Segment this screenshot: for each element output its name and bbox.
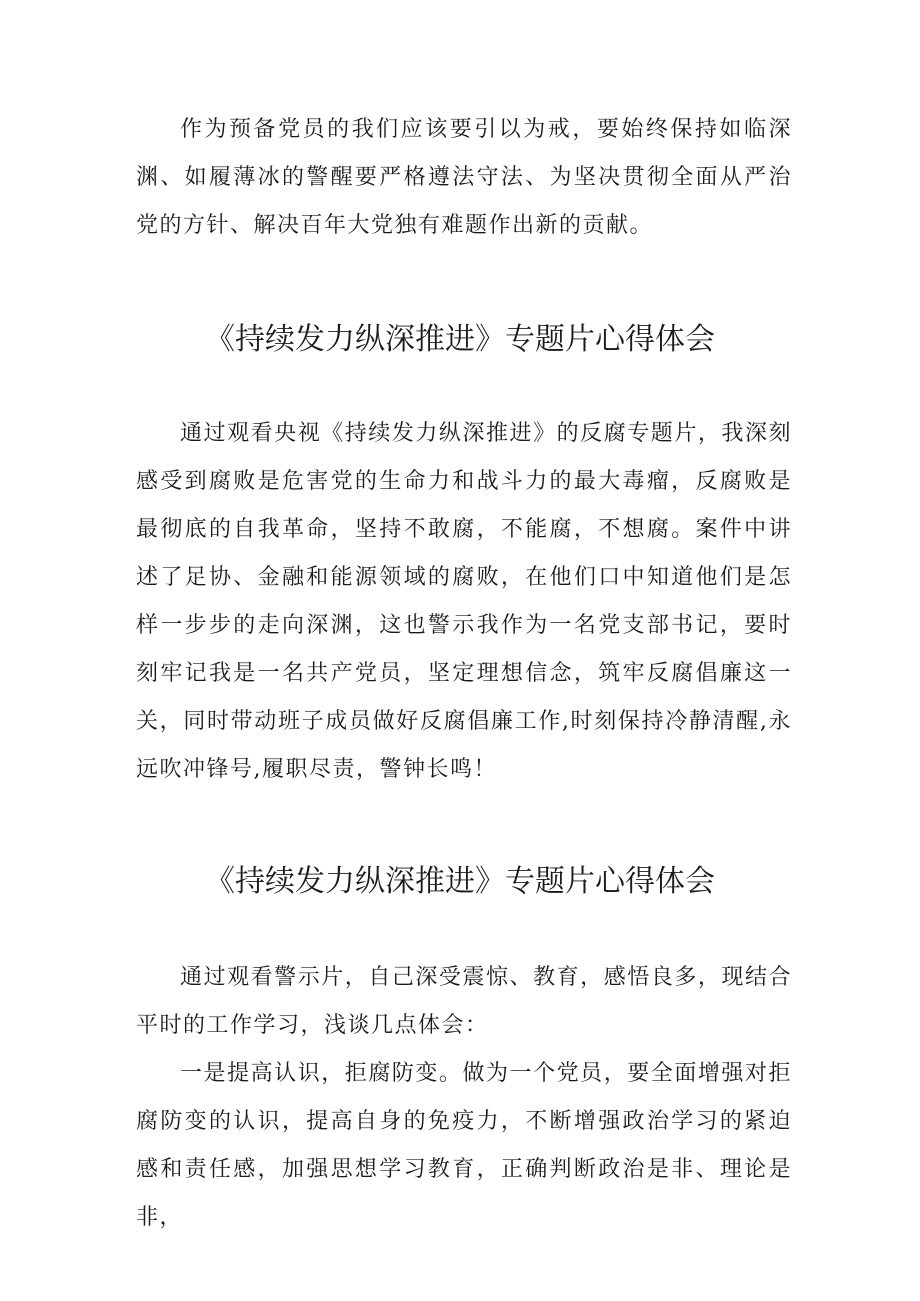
- intro-paragraph: 作为预备党员的我们应该要引以为戒，要始终保持如临深渊、如履薄冰的警醒要严格遵法守法、为坚决贯彻全面从严治党的方针、解决百年大党独有难题作出新的贡献。: [136, 117, 792, 238]
- section-2-paragraph-2: 一是提高认识，拒腐防变。做为一个党员，要全面增强对拒腐防变的认识，提高自身的免疫力，不断增强政治学习的紧迫感和责任感，加强思想学习教育，正确判断政治是非、理论是非，: [136, 1061, 792, 1230]
- section-1-paragraph: 通过观看央视《持续发力纵深推进》的反腐专题片，我深刻感受到腐败是危害党的生命力和战斗力的最大毒瘤，反腐败是最彻底的自我革命，坚持不敢腐，不能腐，不想腐。案件中讲述了足协、金融和能源领域的腐败，在他们口中知道他们是怎样一步步的走向深渊，这也警示我作为一名党支部书记，要时刻牢记我是一名共产党员，坚定理想信念，筑牢反腐倡廉这一关，同时带动班子成员做好反腐倡廉工作,时刻保持冷静清醒,永远吹冲锋号,履职尽责，警钟长鸣！: [136, 421, 792, 782]
- section-1-heading: 《持续发力纵深推进》专题片心得体会: [205, 322, 715, 357]
- section-2-paragraph-1: 通过观看警示片，自己深受震惊、教育，感悟良多，现结合平时的工作学习，浅谈几点体会：: [136, 965, 792, 1038]
- section-2-heading: 《持续发力纵深推进》专题片心得体会: [205, 864, 715, 899]
